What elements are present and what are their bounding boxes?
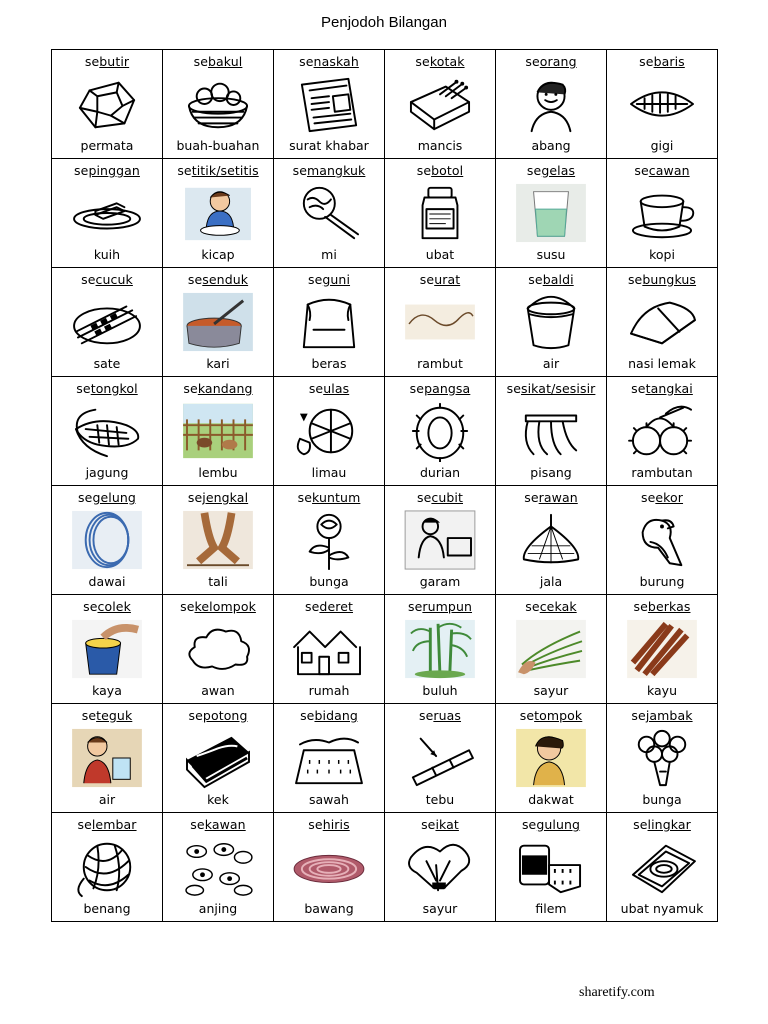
noun-label: mi (321, 247, 337, 262)
noun-label: buluh (422, 683, 458, 698)
classifier-word (525, 54, 576, 69)
vegetable-tied-icon (387, 832, 493, 901)
classifier-root: titik/setitis (191, 163, 259, 178)
classifier-cell (496, 813, 607, 922)
noun-label: susu (536, 247, 566, 262)
classifier-word (293, 163, 366, 178)
gem-icon (54, 69, 160, 138)
classifier-root: bakul (208, 54, 243, 69)
classifier-root: kotak (429, 54, 465, 69)
noun-label: sawah (309, 792, 349, 807)
sugarcane-icon (387, 723, 493, 792)
classifier-root: rumpun (422, 599, 473, 614)
classifier-prefix: se (299, 54, 314, 69)
classifier-word (183, 381, 252, 396)
classifier-prefix: se (631, 708, 646, 723)
girl-ink-icon (498, 723, 604, 792)
food-parcel-icon (609, 287, 715, 356)
classifier-cell (163, 377, 274, 486)
classifier-root: naskah (313, 54, 359, 69)
classifier-prefix: se (419, 272, 435, 287)
classifier-word (528, 272, 573, 287)
classifier-root: cekak (539, 599, 577, 614)
classifier-cell (496, 268, 607, 377)
classifier-prefix: se (519, 708, 535, 723)
classifier-cell (385, 268, 496, 377)
classifier-word (417, 490, 463, 505)
classifier-root: potong (202, 708, 248, 723)
classifier-cell (496, 595, 607, 704)
classifier-prefix: se (297, 490, 313, 505)
classifier-cell (163, 159, 274, 268)
classifier-word (421, 817, 459, 832)
classifier-word (189, 708, 248, 723)
classifier-cell (607, 704, 718, 813)
classifier-root: kuntum (312, 490, 361, 505)
classifier-root: colek (97, 599, 131, 614)
classifier-prefix: se (521, 817, 537, 832)
classifier-root: bungkus (642, 272, 697, 287)
classifier-root: orang (539, 54, 577, 69)
classifier-root: cucuk (95, 272, 133, 287)
classifier-word (415, 54, 464, 69)
classifier-prefix: se (526, 163, 542, 178)
wire-coil-icon (54, 505, 160, 574)
classifier-root: kandang (197, 381, 253, 396)
classifier-prefix: se (187, 490, 203, 505)
rice-sack-icon (276, 287, 382, 356)
classifier-prefix: se (77, 817, 92, 832)
classifier-prefix: se (300, 708, 315, 723)
classifier-prefix: se (180, 599, 195, 614)
classifier-cell (52, 486, 163, 595)
classifier-word (639, 54, 685, 69)
classifier-root: urat (434, 272, 461, 287)
classifier-prefix: se (83, 599, 98, 614)
classifier-root: jambak (645, 708, 693, 723)
noun-label: kek (207, 792, 229, 807)
classifier-cell (52, 159, 163, 268)
classifier-word (525, 599, 576, 614)
classifier-word (520, 708, 583, 723)
classifier-word (180, 599, 256, 614)
coffee-cup-icon (609, 178, 715, 247)
cake-slice-icon (165, 723, 271, 792)
fruit-basket-icon (165, 69, 271, 138)
classifier-word (410, 381, 471, 396)
noun-label: mancis (417, 138, 463, 153)
classifier-root: lingkar (647, 817, 691, 832)
classifier-word (194, 54, 243, 69)
classifier-root: gelung (92, 490, 136, 505)
classifier-cell (52, 50, 163, 159)
classifier-word (308, 272, 350, 287)
noun-label: kari (206, 356, 230, 371)
classifier-prefix: se (409, 381, 425, 396)
classifier-cell (274, 486, 385, 595)
orange-icon (276, 396, 382, 465)
noun-label: jala (539, 574, 563, 589)
onion-slice-icon (276, 832, 382, 901)
classifier-prefix: se (633, 817, 648, 832)
classifier-cell (52, 813, 163, 922)
classifier-word (633, 817, 691, 832)
classifier-root: rawan (538, 490, 578, 505)
classifier-word (634, 599, 691, 614)
classifier-word (305, 599, 353, 614)
classifier-cell (163, 595, 274, 704)
noun-label: rambutan (631, 465, 693, 480)
classifier-root: tompok (534, 708, 583, 723)
classifier-cell (163, 486, 274, 595)
mosquito-coil-icon (609, 832, 715, 901)
noun-label: filem (535, 901, 567, 916)
classifier-word (408, 599, 472, 614)
classifier-root: guni (322, 272, 351, 287)
classifier-word (308, 817, 349, 832)
noun-label: ubat nyamuk (620, 901, 704, 916)
classifier-word (522, 817, 580, 832)
classifier-prefix: se (634, 163, 649, 178)
classifier-prefix: se (525, 599, 540, 614)
classifier-root: butir (99, 54, 130, 69)
classifier-root: sikat/sesisir (521, 381, 596, 396)
noun-label: durian (419, 465, 461, 480)
classifier-word (190, 817, 245, 832)
noun-label: kayu (647, 683, 677, 698)
classifier-cell (274, 704, 385, 813)
classifier-root: cubit (431, 490, 463, 505)
classifier-prefix: se (418, 708, 434, 723)
classifier-root: lembar (91, 817, 137, 832)
noun-label: beras (311, 356, 347, 371)
classifier-root: pinggan (88, 163, 140, 178)
noun-label: kicap (201, 247, 235, 262)
classifier-prefix: se (639, 54, 654, 69)
classifier-word (188, 490, 248, 505)
classifier-root: tongkol (90, 381, 138, 396)
classifier-cell (274, 595, 385, 704)
noun-label: sayur (533, 683, 569, 698)
classifier-prefix: se (76, 381, 91, 396)
classifier-root: kelompok (194, 599, 256, 614)
classifier-prefix: se (78, 490, 93, 505)
classifier-prefix: se (633, 599, 648, 614)
classifier-word (527, 163, 575, 178)
classifier-cell (274, 268, 385, 377)
classifier-word (74, 163, 140, 178)
classifier-prefix: se (188, 708, 203, 723)
classifier-root: kawan (204, 817, 246, 832)
classifier-cell (274, 813, 385, 922)
curry-pot-icon (165, 287, 271, 356)
cattle-pen-icon (165, 396, 271, 465)
boy-drinking-icon (54, 723, 160, 792)
banana-icon (498, 396, 604, 465)
boy-icon (498, 69, 604, 138)
noun-label: surat khabar (289, 138, 369, 153)
noun-label: kuih (93, 247, 121, 262)
classifier-prefix: se (305, 599, 320, 614)
classifier-cell (385, 486, 496, 595)
rose-icon (276, 505, 382, 574)
classifier-prefix: se (627, 272, 643, 287)
matchbox-icon (387, 69, 493, 138)
classifier-cell (496, 159, 607, 268)
classifier-root: deret (319, 599, 353, 614)
classifier-prefix: se (631, 381, 646, 396)
noun-label: pisang (530, 465, 572, 480)
fishing-net-icon (498, 505, 604, 574)
classifier-root: senduk (202, 272, 249, 287)
classifier-prefix: se (193, 54, 209, 69)
noun-label: rumah (308, 683, 350, 698)
flower-bouquet-icon (609, 723, 715, 792)
classifier-cell (274, 50, 385, 159)
noun-label: dakwat (528, 792, 574, 807)
classifier-cell (496, 50, 607, 159)
classifier-root: gelas (541, 163, 576, 178)
classifier-word (177, 163, 258, 178)
classifier-word (188, 272, 248, 287)
classifier-root: baldi (542, 272, 574, 287)
parrot-icon (609, 505, 715, 574)
noun-label: air (542, 356, 560, 371)
classifier-root: jengkal (202, 490, 249, 505)
classifier-word (420, 272, 460, 287)
classifier-cell (496, 486, 607, 595)
classifier-word (85, 54, 129, 69)
classifier-cell (274, 159, 385, 268)
classifier-cell (607, 159, 718, 268)
boy-eating-icon (165, 178, 271, 247)
classifier-cell (496, 704, 607, 813)
woman-cooking-icon (387, 505, 493, 574)
noun-label: lembu (198, 465, 238, 480)
footer-source: sharetify.com (579, 985, 655, 1000)
classifier-cell (385, 595, 496, 704)
corn-icon (54, 396, 160, 465)
classifier-prefix: se (81, 272, 96, 287)
yarn-ball-icon (54, 832, 160, 901)
classifier-cell (163, 50, 274, 159)
noun-label: bawang (304, 901, 354, 916)
classifier-cell (385, 813, 496, 922)
noun-label: jagung (85, 465, 129, 480)
classifier-cell (496, 377, 607, 486)
dog-pack-icon (165, 832, 271, 901)
classifier-root: ekor (655, 490, 684, 505)
noun-label: dawai (88, 574, 126, 589)
noun-label: tebu (425, 792, 455, 807)
plate-cake-icon (54, 178, 160, 247)
noun-label: benang (83, 901, 131, 916)
classifier-cell (607, 486, 718, 595)
noun-label: abang (531, 138, 571, 153)
noun-label: bunga (309, 574, 349, 589)
classifier-word (298, 490, 361, 505)
classifier-prefix: se (308, 817, 323, 832)
hair-strand-icon (387, 287, 493, 356)
classifier-prefix: se (506, 381, 521, 396)
classifier-root: teguk (96, 708, 133, 723)
classifier-cell (607, 595, 718, 704)
classifier-cell (52, 704, 163, 813)
classifier-word (309, 381, 349, 396)
classifier-root: pangsa (424, 381, 471, 396)
classifier-cell (607, 268, 718, 377)
classifier-root: berkas (647, 599, 691, 614)
classifier-prefix: se (416, 163, 432, 178)
classifier-prefix: se (524, 490, 539, 505)
classifier-prefix: se (407, 599, 423, 614)
noun-label: air (98, 792, 116, 807)
jam-jar-icon (54, 614, 160, 683)
classifier-word (417, 163, 464, 178)
classifier-prefix: se (74, 163, 89, 178)
classifier-cell (385, 704, 496, 813)
classifier-cell (52, 595, 163, 704)
classifier-word (300, 708, 358, 723)
classifier-prefix: se (84, 54, 100, 69)
noun-label: rambut (417, 356, 463, 371)
classifier-cell (385, 159, 496, 268)
durian-icon (387, 396, 493, 465)
row-houses-icon (276, 614, 382, 683)
noun-label: buah-buahan (176, 138, 260, 153)
noun-label: sayur (422, 901, 458, 916)
classifier-word (76, 381, 137, 396)
classifier-root: tangkai (645, 381, 693, 396)
classifier-word (82, 708, 133, 723)
classifier-word (524, 490, 578, 505)
classifier-prefix: se (183, 381, 198, 396)
classifier-word (631, 708, 692, 723)
classifier-word (641, 490, 683, 505)
classifier-word (631, 381, 693, 396)
classifier-prefix: se (415, 54, 430, 69)
classifier-root: baris (653, 54, 685, 69)
classifier-cell (52, 377, 163, 486)
cloud-icon (165, 614, 271, 683)
classifier-prefix: se (187, 272, 203, 287)
noun-label: ubat (425, 247, 455, 262)
noun-label: garam (419, 574, 461, 589)
bucket-icon (498, 287, 604, 356)
classifier-word (77, 817, 136, 832)
hand-span-icon (165, 505, 271, 574)
classifier-cell (52, 268, 163, 377)
satay-icon (54, 287, 160, 356)
classifier-prefix: se (292, 163, 307, 178)
noun-label: nasi lemak (628, 356, 696, 371)
noun-label: anjing (198, 901, 238, 916)
classifier-prefix: se (177, 163, 192, 178)
classifier-prefix: se (640, 490, 656, 505)
noun-label: kopi (649, 247, 675, 262)
classifier-cell (607, 813, 718, 922)
classifier-word (78, 490, 136, 505)
rambutan-icon (609, 396, 715, 465)
page-title: Penjodoh Bilangan (321, 14, 447, 31)
noun-label: awan (201, 683, 235, 698)
classifier-root: cawan (648, 163, 690, 178)
classifier-prefix: se (308, 381, 324, 396)
firewood-icon (609, 614, 715, 683)
classifier-cell (274, 377, 385, 486)
teeth-icon (609, 69, 715, 138)
classifier-cell (385, 50, 496, 159)
noun-label: limau (311, 465, 347, 480)
classifier-cell (607, 50, 718, 159)
classifier-prefix: se (416, 490, 432, 505)
newspaper-icon (276, 69, 382, 138)
classifier-root: hiris (322, 817, 350, 832)
classifier-root: ikat (435, 817, 459, 832)
classifier-cell (163, 704, 274, 813)
noun-label: bunga (642, 792, 682, 807)
classifier-word (299, 54, 359, 69)
classifier-word (507, 381, 596, 396)
classifier-root: ruas (433, 708, 462, 723)
classifier-cell (385, 377, 496, 486)
film-roll-icon (498, 832, 604, 901)
vegetable-bunch-icon (498, 614, 604, 683)
bamboo-icon (387, 614, 493, 683)
classifier-prefix: se (81, 708, 97, 723)
classifier-root: gulung (536, 817, 581, 832)
classifier-word (634, 163, 689, 178)
noun-label: permata (80, 138, 134, 153)
classifier-prefix: se (190, 817, 205, 832)
classifier-prefix: se (528, 272, 543, 287)
classifier-table (51, 49, 718, 922)
classifier-cell (163, 268, 274, 377)
classifier-prefix: se (307, 272, 323, 287)
noun-label: sate (93, 356, 121, 371)
classifier-cell (607, 377, 718, 486)
classifier-word (628, 272, 696, 287)
classifier-root: mangkuk (306, 163, 366, 178)
classifier-root: bidang (314, 708, 358, 723)
medicine-bottle-icon (387, 178, 493, 247)
noun-label: tali (208, 574, 228, 589)
classifier-cell (163, 813, 274, 922)
classifier-prefix: se (525, 54, 540, 69)
classifier-word (83, 599, 131, 614)
paddy-field-icon (276, 723, 382, 792)
classifier-root: botol (431, 163, 464, 178)
classifier-word (81, 272, 133, 287)
noun-label: burung (639, 574, 685, 589)
classifier-word (419, 708, 461, 723)
noodle-bowl-icon (276, 178, 382, 247)
classifier-prefix: se (421, 817, 436, 832)
glass-icon (498, 178, 604, 247)
noun-label: gigi (650, 138, 674, 153)
noun-label: kaya (92, 683, 122, 698)
classifier-root: ulas (323, 381, 350, 396)
